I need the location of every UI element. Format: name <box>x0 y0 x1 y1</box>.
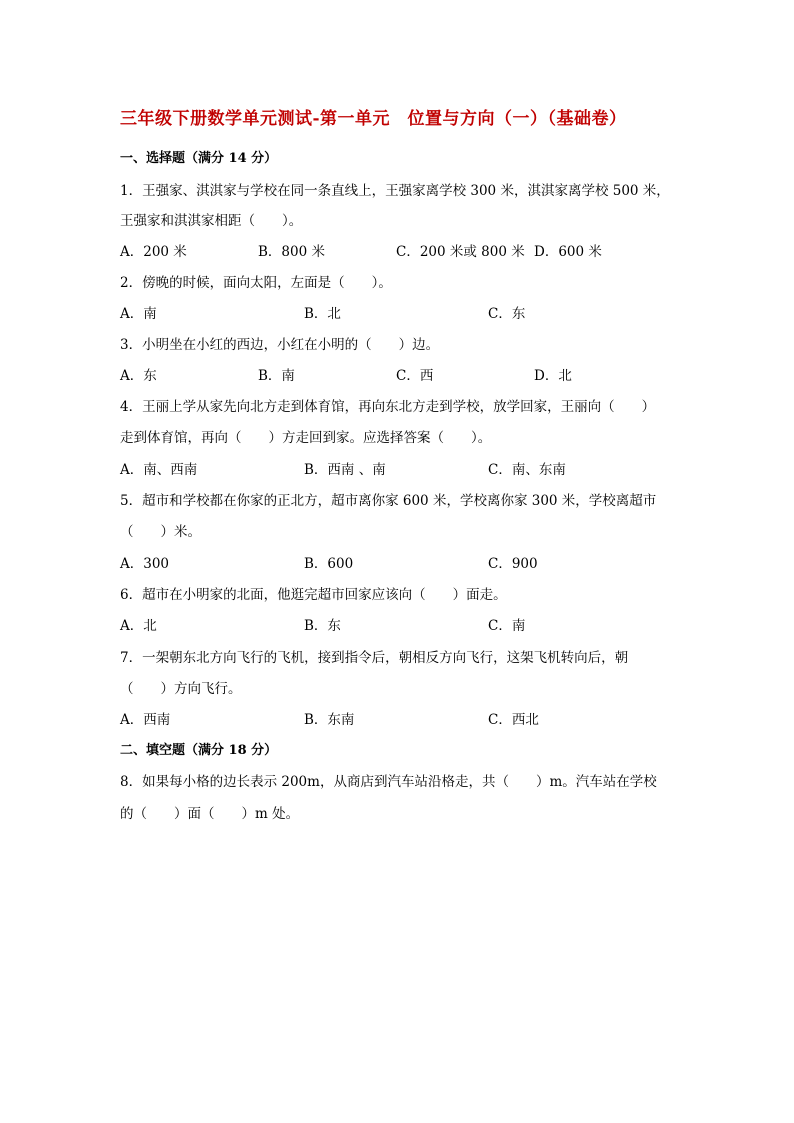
option-c: C．西 <box>396 368 434 384</box>
option-c: C．900 <box>488 556 538 572</box>
option-b: B．西南 、南 <box>304 462 386 478</box>
option-a: A．西南 <box>120 712 171 728</box>
question-5-text-cont: （ ）米。 <box>120 524 201 540</box>
question-6-options <box>120 614 680 634</box>
question-2-text: 2．傍晚的时候，面向太阳，左面是（ ）。 <box>120 275 392 291</box>
section-heading-choice: 一、选择题（满分 14 分） <box>120 151 278 166</box>
option-c: C．西北 <box>488 712 539 728</box>
option-b: B．800 米 <box>258 244 325 260</box>
option-b: B．南 <box>258 368 295 384</box>
question-1-text: 1．王强家、淇淇家与学校在同一条直线上，王强家离学校 300 米，淇淇家离学校 500 米， <box>120 183 670 199</box>
question-5-options <box>120 552 680 572</box>
option-a: A．南 <box>120 306 157 322</box>
question-4-text-cont: 走到体育馆，再向（ ）方走回到家。应选择答案（ ）。 <box>120 430 492 446</box>
question-7-options <box>120 708 680 728</box>
question-2-options <box>120 302 680 322</box>
option-a: A．北 <box>120 618 157 634</box>
question-8-text: 8．如果每小格的边长表示 200m，从商店到汽车站沿格走，共（ ）m。汽车站在学校 <box>120 774 657 790</box>
option-a: A．南、西南 <box>120 462 198 478</box>
option-c: C．南 <box>488 618 526 634</box>
question-5-text: 5．超市和学校都在你家的正北方，超市离你家 600 米，学校离你家 300 米，学校离超市 <box>120 493 657 509</box>
question-6-text: 6．超市在小明家的北面，他逛完超市回家应该向（ ）面走。 <box>120 587 507 603</box>
option-a: A．200 米 <box>120 244 187 260</box>
question-4-options <box>120 458 680 478</box>
question-1-text-cont: 王强家和淇淇家相距（ ）。 <box>120 213 303 229</box>
question-3-text: 3．小明坐在小红的西边，小红在小明的（ ）边。 <box>120 337 440 353</box>
question-7-text: 7．一架朝东北方向飞行的飞机，接到指令后，朝相反方向飞行，这架飞机转向后，朝 <box>120 650 629 666</box>
option-c: C．东 <box>488 306 526 322</box>
page-title: 三年级下册数学单元测试-第一单元 位置与方向（一）（基础卷） <box>120 109 627 129</box>
question-1-options <box>120 240 680 260</box>
option-a: A．东 <box>120 368 157 384</box>
option-d: D．600 米 <box>534 244 602 260</box>
option-b: B．600 <box>304 556 354 572</box>
option-c: C．200 米或 800 米 <box>396 244 525 260</box>
option-a: A．300 <box>120 556 170 572</box>
option-c: C．南、东南 <box>488 462 566 478</box>
question-4-text: 4．王丽上学从家先向北方走到体育馆，再向东北方走到学校，放学回家，王丽向（ ） <box>120 399 656 415</box>
option-b: B．东 <box>304 618 341 634</box>
question-7-text-cont: （ ）方向飞行。 <box>120 681 242 697</box>
option-b: B．北 <box>304 306 341 322</box>
section-heading-fill: 二、填空题（满分 18 分） <box>120 743 278 758</box>
question-3-options <box>120 364 680 384</box>
option-d: D．北 <box>534 368 572 384</box>
option-b: B．东南 <box>304 712 355 728</box>
question-8-text-cont: 的（ ）面（ ）m 处。 <box>120 806 300 822</box>
